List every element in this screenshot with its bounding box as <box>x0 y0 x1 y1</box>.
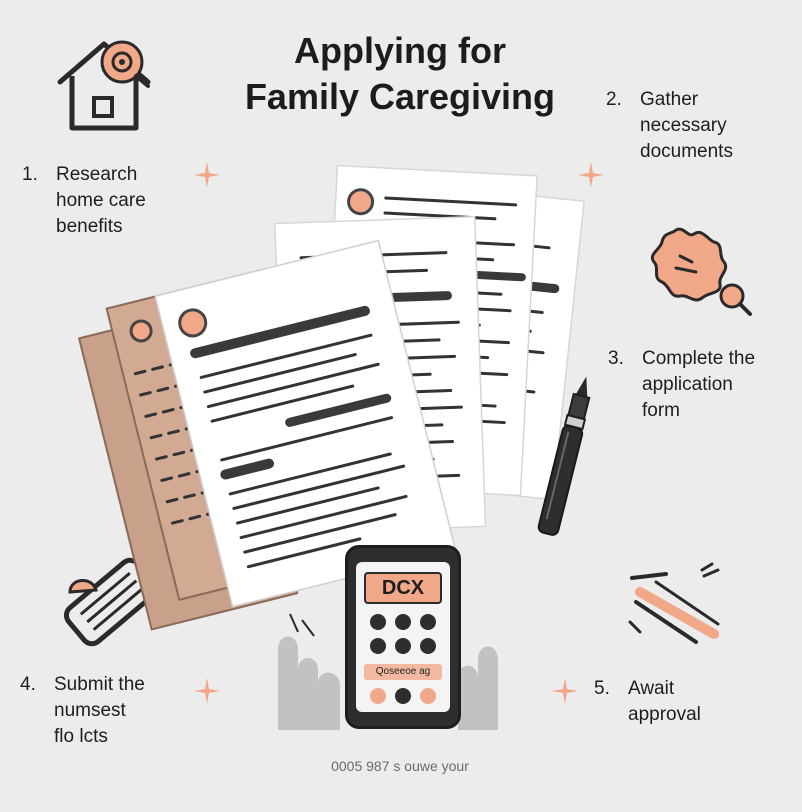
phone-bottom-label: Qoseeoe ag <box>364 664 442 680</box>
keypad-button[interactable] <box>420 614 436 630</box>
phone-controls <box>364 686 442 706</box>
step-2-line-1: Gather <box>640 89 699 110</box>
step-5-line-1: Await <box>628 678 675 699</box>
step-4-number: 4. <box>20 674 36 695</box>
keypad-button[interactable] <box>420 638 436 654</box>
document-stack <box>90 160 600 600</box>
keypad-button[interactable] <box>370 614 386 630</box>
phone-control-button[interactable] <box>420 688 436 704</box>
footer-text: 0005 987 s ouwe your <box>331 758 469 774</box>
step-5-line-2: approval <box>628 704 701 725</box>
step-4-line-2: numsest <box>54 700 126 721</box>
step-4-line-1: Submit the <box>54 674 145 695</box>
step-5-number: 5. <box>594 678 610 699</box>
sparkle-icon <box>194 678 220 704</box>
phone-control-button[interactable] <box>395 688 411 704</box>
step-3-number: 3. <box>608 348 624 369</box>
title-line-1: Applying for <box>294 30 506 71</box>
keypad-button[interactable] <box>395 614 411 630</box>
step-3-line-1: Complete the <box>642 348 756 369</box>
phone-screen-label: DCX <box>364 572 442 604</box>
step-1-number: 1. <box>22 164 38 185</box>
step-1-line-3: benefits <box>56 216 123 237</box>
step-3-line-3: form <box>642 400 680 421</box>
sparkle-icon <box>552 678 578 704</box>
phone-device <box>345 545 461 729</box>
keypad-button[interactable] <box>370 638 386 654</box>
step-2-number: 2. <box>606 89 622 110</box>
step-2-line-2: necessary <box>640 115 727 136</box>
phone-control-button[interactable] <box>370 688 386 704</box>
pen-icon <box>536 372 596 544</box>
step-3-line-2: application <box>642 374 733 395</box>
page-title <box>200 28 600 120</box>
house-icon <box>52 36 162 136</box>
phone-screen <box>356 562 450 712</box>
pen-strokes-icon <box>626 562 726 652</box>
step-1-line-2: home care <box>56 190 146 211</box>
keypad-button[interactable] <box>395 638 411 654</box>
gear-splat-icon <box>636 222 756 322</box>
step-1-line-1: Research <box>56 164 138 185</box>
step-2-line-3: documents <box>640 141 733 162</box>
title-line-2: Family Caregiving <box>244 76 556 117</box>
step-4-line-3: flo lcts <box>54 726 108 747</box>
